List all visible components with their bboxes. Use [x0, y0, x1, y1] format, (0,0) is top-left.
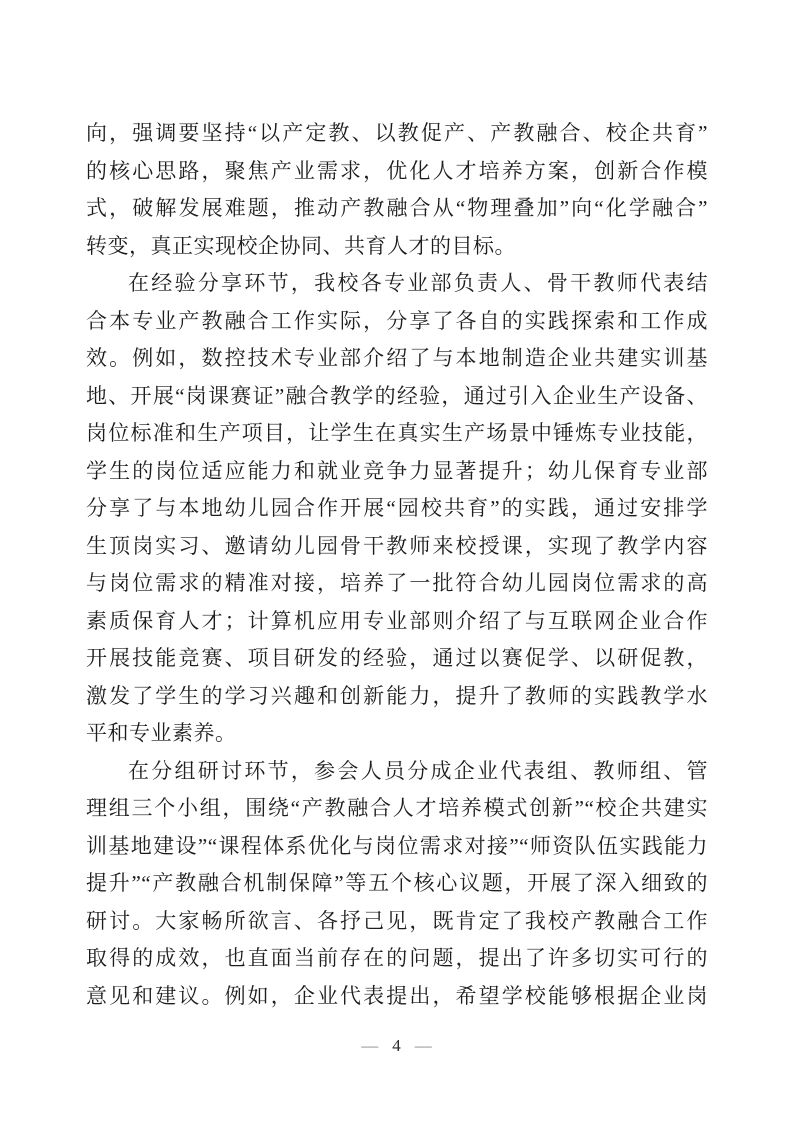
text-line: 学生的岗位适应能力和就业竞争力显著提升；幼儿保育专业部	[86, 458, 708, 483]
text-line: 合本专业产教融合工作实际，分享了各自的实践探索和工作成	[86, 308, 708, 333]
text-line: 平和专业素养。	[86, 721, 237, 745]
footer-right-dash: —	[414, 1036, 432, 1055]
footer-left-dash: —	[361, 1036, 379, 1055]
text-line: 在经验分享环节，我校各专业部负责人、骨干教师代表结	[128, 271, 708, 295]
text-line: 提升”“产教融合机制保障”等五个核心议题，开展了深入细致的	[86, 871, 708, 895]
text-line: 在分组研讨环节，参会人员分成企业代表组、教师组、管	[128, 758, 708, 783]
page-footer	[0, 1036, 793, 1056]
text-line: 式，破解发展难题，推动产教融合从“物理叠加”向“化学融合”	[86, 196, 708, 220]
text-line: 素质保育人才；计算机应用专业部则介绍了与互联网企业合作	[86, 608, 708, 633]
text-line: 开展技能竞赛、项目研发的经验，通过以赛促学、以研促教，	[86, 646, 708, 670]
page-number: 4	[392, 1036, 401, 1055]
document-body	[86, 115, 708, 1015]
text-line: 理组三个小组，围绕“产教融合人才培养模式创新”“校企共建实	[86, 796, 708, 820]
text-line: 激发了学生的学习兴趣和创新能力，提升了教师的实践教学水	[86, 683, 708, 708]
paragraph-2	[86, 265, 708, 753]
text-line: 效。例如，数控技术专业部介绍了与本地制造企业共建实训基	[86, 346, 708, 370]
text-line: 分享了与本地幼儿园合作开展“园校共育”的实践，通过安排学	[86, 496, 708, 520]
text-line: 岗位标准和生产项目，让学生在真实生产场景中锤炼专业技能，	[86, 421, 708, 445]
text-line: 研讨。大家畅所欲言、各抒己见，既肯定了我校产教融合工作	[86, 908, 708, 933]
text-line: 向，强调要坚持“以产定教、以教促产、产教融合、校企共育”	[86, 121, 708, 145]
text-line: 地、开展“岗课赛证”融合教学的经验，通过引入企业生产设备、	[86, 383, 708, 408]
text-line: 训基地建设”“课程体系优化与岗位需求对接”“师资队伍实践能力	[86, 833, 708, 858]
paragraph-3	[86, 753, 708, 1016]
text-line: 意见和建议。例如，企业代表提出，希望学校能够根据企业岗	[86, 983, 708, 1008]
text-line: 与岗位需求的精准对接，培养了一批符合幼儿园岗位需求的高	[86, 571, 708, 595]
text-line: 生顶岗实习、邀请幼儿园骨干教师来校授课，实现了教学内容	[86, 533, 708, 558]
paragraph-1	[86, 115, 708, 265]
text-line: 取得的成效，也直面当前存在的问题，提出了许多切实可行的	[86, 946, 708, 970]
text-line: 转变，真正实现校企协同、共育人才的目标。	[86, 233, 516, 258]
text-line: 的核心思路，聚焦产业需求，优化人才培养方案，创新合作模	[86, 158, 708, 183]
